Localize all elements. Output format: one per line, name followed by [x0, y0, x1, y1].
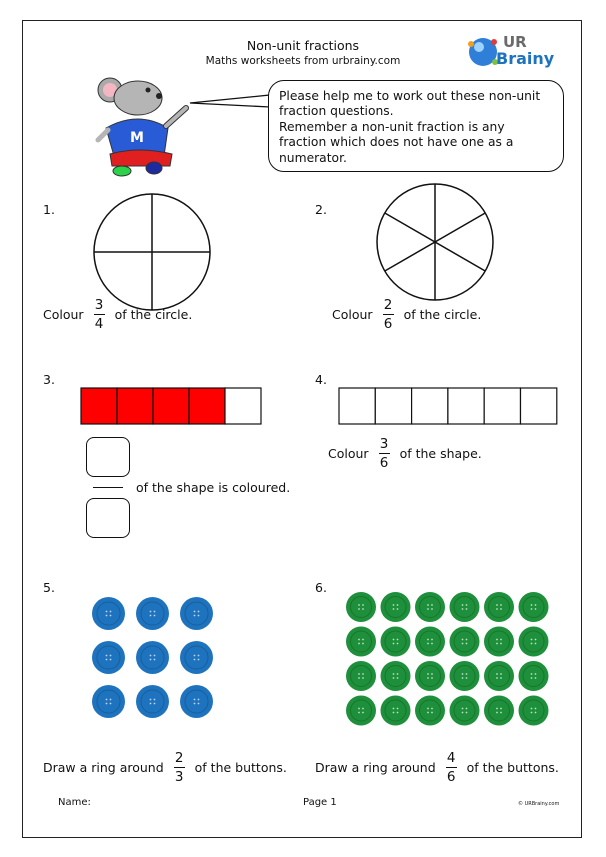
q1-fraction: [94, 298, 105, 331]
q5-denominator: 3: [174, 768, 184, 785]
button-item[interactable]: [519, 661, 549, 691]
button-item[interactable]: [415, 627, 445, 657]
q6-text-before: Draw a ring around: [315, 759, 436, 775]
question-6-number: 6.: [315, 580, 327, 595]
mascot-shirt-letter: M: [130, 130, 144, 146]
question-4-caption: [328, 434, 482, 472]
q6-fraction: [446, 751, 457, 784]
question-5-number: 5.: [43, 580, 55, 595]
button-item[interactable]: [381, 592, 411, 622]
q4-text-after: of the shape.: [399, 445, 482, 461]
q3-bar: [80, 387, 262, 425]
q4-bar-cell[interactable]: [375, 388, 411, 424]
q5-text-after: of the buttons.: [194, 759, 287, 775]
button-item[interactable]: [415, 592, 445, 622]
q4-bar[interactable]: [338, 387, 558, 425]
q1-numerator: 3: [94, 296, 104, 313]
q1-text-after: of the circle.: [114, 306, 193, 322]
q3-numerator-box[interactable]: [86, 437, 130, 477]
button-item[interactable]: [180, 597, 213, 630]
mouse-mascot: [92, 70, 192, 180]
q3-fraction-line: [93, 487, 123, 488]
button-item[interactable]: [450, 627, 480, 657]
q5-fraction: [174, 751, 185, 784]
page-title: Non-unit fractions: [246, 38, 360, 53]
page-subtitle: Maths worksheets from urbrainy.com: [205, 55, 401, 67]
footer-page-label: Page 1: [303, 797, 337, 808]
button-item[interactable]: [346, 627, 376, 657]
q4-bar-cell[interactable]: [412, 388, 448, 424]
button-item[interactable]: [415, 696, 445, 726]
q4-bar-cell[interactable]: [448, 388, 484, 424]
question-1-number: 1.: [43, 202, 55, 217]
q4-bar-cell[interactable]: [339, 388, 375, 424]
q3-denominator-box[interactable]: [86, 498, 130, 538]
speech-bubble: [268, 80, 564, 172]
speech-pointer: [190, 95, 272, 107]
q3-bar-cell: [189, 388, 225, 424]
q6-text-after: of the buttons.: [466, 759, 559, 775]
q6-denominator: 6: [446, 768, 456, 785]
speech-text: Please help me to work out these non-unit fraction questions. Remember a non-unit fraction is any fraction which does not have one as a numerator.: [279, 89, 541, 165]
q1-denominator: 4: [94, 315, 104, 332]
q3-bar-cell: [117, 388, 153, 424]
question-4-number: 4.: [315, 372, 327, 387]
button-item[interactable]: [346, 696, 376, 726]
button-item[interactable]: [92, 597, 125, 630]
question-2-number: 2.: [315, 202, 327, 217]
q4-denominator: 6: [379, 454, 389, 471]
q4-numerator: 3: [379, 435, 389, 452]
button-item[interactable]: [92, 641, 125, 674]
footer-name-label: Name:: [58, 797, 91, 808]
button-item[interactable]: [450, 592, 480, 622]
button-item[interactable]: [484, 696, 514, 726]
question-1-caption: [43, 295, 192, 333]
button-item[interactable]: [180, 685, 213, 718]
button-item[interactable]: [92, 685, 125, 718]
q4-bar-cell[interactable]: [521, 388, 557, 424]
q2-numerator: 2: [383, 296, 393, 313]
q4-text-before: Colour: [328, 445, 369, 461]
q6-numerator: 4: [446, 749, 456, 766]
question-6-caption: [315, 748, 559, 786]
urbrainy-logo: [466, 28, 561, 72]
button-item[interactable]: [450, 661, 480, 691]
button-item[interactable]: [381, 627, 411, 657]
q3-text-after: of the shape is coloured.: [136, 480, 291, 495]
button-item[interactable]: [180, 641, 213, 674]
button-item[interactable]: [484, 661, 514, 691]
button-item[interactable]: [519, 592, 549, 622]
button-item[interactable]: [415, 661, 445, 691]
q2-text-after: of the circle.: [403, 306, 482, 322]
q1-circle[interactable]: [92, 192, 212, 312]
button-item[interactable]: [519, 696, 549, 726]
button-item[interactable]: [381, 696, 411, 726]
question-3-number: 3.: [43, 372, 55, 387]
q1-text-before: Colour: [43, 306, 84, 322]
q5-buttons[interactable]: [92, 597, 222, 721]
mouse-mascot-icon: [92, 70, 192, 180]
q4-fraction: [379, 437, 390, 470]
logo-text-bottom: Brainy: [496, 49, 555, 68]
footer-copyright: © URBrainy.com: [518, 801, 560, 807]
logo-globe-icon: [466, 28, 561, 72]
q2-denominator: 6: [383, 315, 393, 332]
q2-text-before: Colour: [332, 306, 373, 322]
q2-circle[interactable]: [375, 182, 495, 302]
button-item[interactable]: [450, 696, 480, 726]
q5-numerator: 2: [174, 749, 184, 766]
button-item[interactable]: [484, 627, 514, 657]
q3-bar-cell: [153, 388, 189, 424]
button-item[interactable]: [346, 661, 376, 691]
q5-text-before: Draw a ring around: [43, 759, 164, 775]
q4-bar-cell[interactable]: [484, 388, 520, 424]
question-5-caption: [43, 748, 287, 786]
question-2-caption: [332, 295, 481, 333]
q3-bar-cell: [81, 388, 117, 424]
button-item[interactable]: [346, 592, 376, 622]
button-item[interactable]: [136, 685, 169, 718]
button-item[interactable]: [136, 597, 169, 630]
button-item[interactable]: [381, 661, 411, 691]
q2-fraction: [383, 298, 394, 331]
q6-buttons[interactable]: [346, 592, 558, 730]
button-item[interactable]: [136, 641, 169, 674]
button-item[interactable]: [519, 627, 549, 657]
button-item[interactable]: [484, 592, 514, 622]
q3-bar-cell: [225, 388, 261, 424]
logo-text-top: UR: [503, 33, 527, 51]
